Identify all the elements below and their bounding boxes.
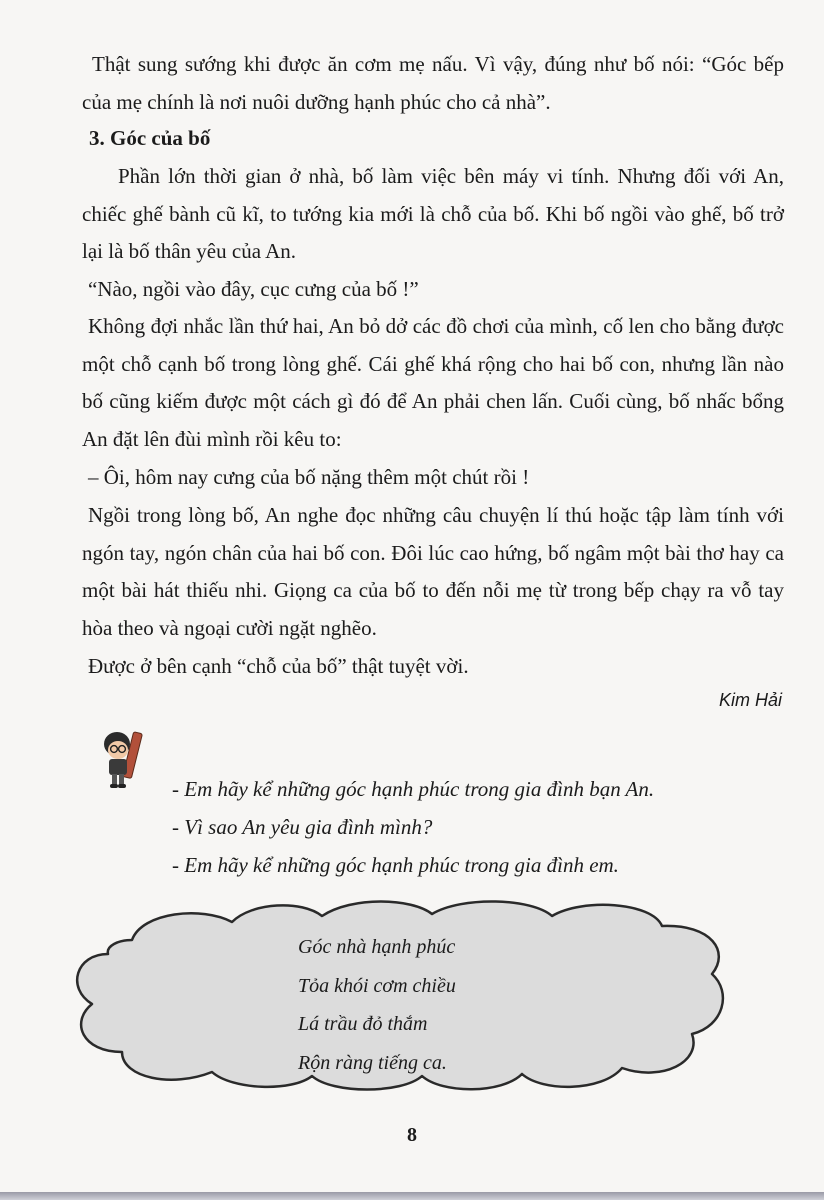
- paragraph-ending: Được ở bên cạnh “chỗ của bố” thật tuyệt vời.: [88, 654, 469, 678]
- poem-line: Rộn ràng tiếng ca.: [298, 1051, 447, 1074]
- paragraph-exclaim: – Ôi, hôm nay cưng của bố nặng thêm một chút rồi !: [88, 465, 530, 489]
- page-bottom-edge: [0, 1192, 824, 1200]
- boy-reading-icon: [98, 728, 150, 794]
- question-item: - Em hãy kể những góc hạnh phúc trong gia đình em.: [172, 853, 619, 877]
- author-name: Kim Hải: [718, 690, 782, 710]
- paragraph-story: Ngồi trong lòng bố, An nghe đọc những câu chuyện lí thú hoặc tập làm tính với ngón tay, ngón chân của hai bố con. Đôi lúc cao hứng, bố ngâm một bài thơ hay ca một bài hát thiếu nhi. Giọng ca của bố to đến nỗi mẹ từ trong bếp chạy ra vỗ tay hòa theo và ngoại cười ngặt nghẽo.: [82, 503, 784, 640]
- page-number: 8: [407, 1124, 417, 1146]
- poem-line: Tỏa khói cơm chiều: [298, 974, 456, 997]
- question-item: - Vì sao An yêu gia đình mình?: [172, 815, 433, 839]
- section-heading: 3. Góc của bố: [89, 126, 211, 150]
- poem-line: Lá trầu đỏ thắm: [298, 1013, 428, 1035]
- intro-paragraph: Thật sung sướng khi được ăn cơm mẹ nấu. Vì vậy, đúng như bố nói: “Góc bếp của mẹ chính là nơi nuôi dưỡng hạnh phúc cho cả nhà”.: [82, 52, 784, 114]
- paragraph-work: Phần lớn thời gian ở nhà, bố làm việc bên máy vi tính. Nhưng đối với An, chiếc ghế bành cũ kĩ, to tướng kia mới là chỗ của bố. Khi bố ngồi vào ghế, bố trở lại là bố thân yêu của An.: [82, 164, 784, 263]
- paragraph-call: “Nào, ngồi vào đây, cục cưng của bố !”: [88, 277, 419, 301]
- question-list: [172, 770, 654, 884]
- question-item: - Em hãy kể những góc hạnh phúc trong gia đình bạn An.: [172, 777, 655, 801]
- poem-line: Góc nhà hạnh phúc: [298, 936, 456, 958]
- poem: [298, 928, 456, 1082]
- paragraph-chair: Không đợi nhắc lần thứ hai, An bỏ dở các đồ chơi của mình, cố len cho bằng được một chỗ cạnh bố trong lòng ghế. Cái ghế khá rộng cho hai bố con, nhưng lần nào bố cũng kiếm được một cách gì đó để An phải chen lấn. Cuối cùng, bố nhấc bổng An đặt lên đùi mình rồi kêu to:: [82, 314, 784, 451]
